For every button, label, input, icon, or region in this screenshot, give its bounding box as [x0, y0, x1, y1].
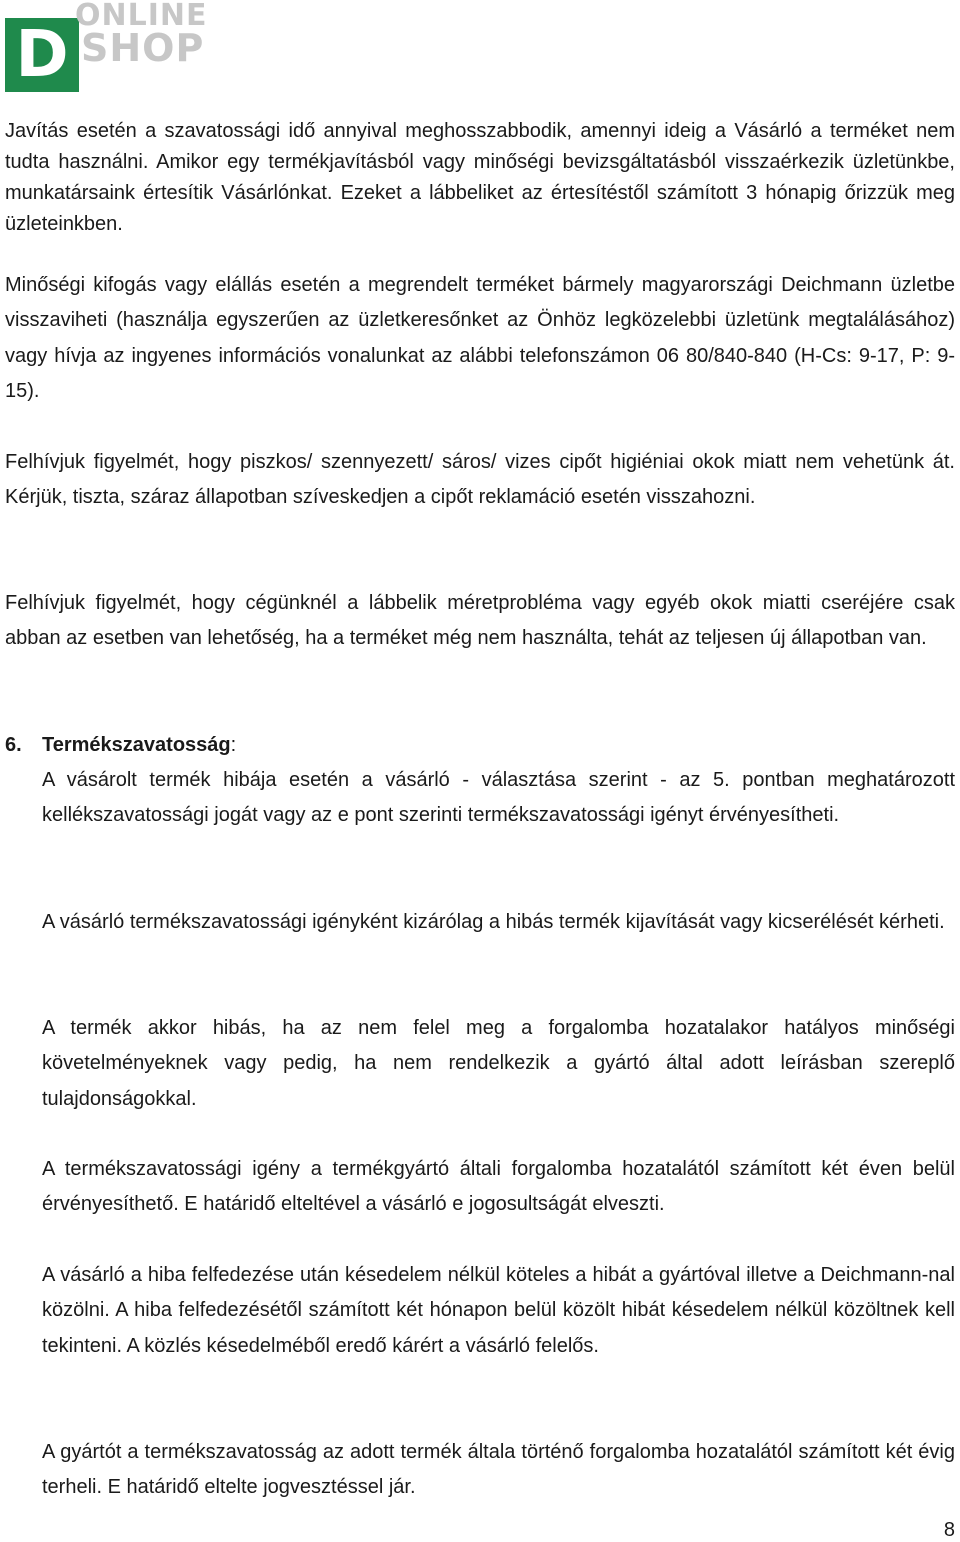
logo-text-shop: SHOP: [81, 26, 205, 70]
section-paragraph: A gyártót a termékszavatosság az adott termék általa történő forgalomba hozatalától számított két évig terheli. E határidő eltelte jogvesztéssel jár.: [42, 1441, 955, 1499]
logo-letter-d: D: [5, 18, 79, 92]
section-paragraph: A vásárló a hiba felfedezése után késedelem nélkül köteles a hibát a gyártóval illetve a Deichmann-nal közölni. A hiba felfedezésétől számított két hónapon belül közölt hibát késedelem nélkül közöltnek kell tekinteni. A közlés késedelméből eredő kárért a vásárló felelős.: [42, 1264, 955, 1357]
section-heading: [5, 728, 236, 763]
section-colon: :: [230, 734, 237, 756]
section-paragraph: A termékszavatossági igény a termékgyártó általi forgalomba hozatalától számított két éven belül érvényesíthető. E határidő elteltével a vásárló e jogosultságát elveszti.: [42, 1158, 955, 1216]
paragraph-repair-warranty: Javítás esetén a szavatossági idő annyival meghosszabbodik, amennyi ideig a Vásárló a terméket nem tudta használni. Amikor egy termékjavításból vagy minőségi bevizsgáltatásból visszaérkezik üzletünkbe, munkatársaink értesítik Vásárlónkat. Ezeket a lábbeliket az értesítéstől számított 3 hónapig őrizzük meg üzleteinkben.: [5, 120, 955, 235]
section-paragraph: A vásárolt termék hibája esetén a vásárló - választása szerint - az 5. pontban meghatározott kellékszavatossági jogát vagy az e pont szerinti termékszavatossági igényt érvényesítheti.: [42, 769, 955, 827]
section-number: 6.: [5, 734, 22, 756]
logo-text-online: ONLINE: [75, 0, 208, 33]
section-title: Termékszavatosság: [42, 734, 231, 756]
page-number: 8: [943, 1519, 955, 1541]
section-paragraph: A vásárló termékszavatossági igényként kizárólag a hibás termék kijavítását vagy kicserélését kérheti.: [42, 911, 945, 933]
paragraph-exchange-notice: Felhívjuk figyelmét, hogy cégünknél a lábbelik méretprobléma vagy egyéb okok miatti cseréjére csak abban az esetben van lehetőség, ha a terméket még nem használta, tehát az teljesen új állapotban van.: [5, 592, 955, 650]
paragraph-complaint-return: Minőségi kifogás vagy elállás esetén a megrendelt terméket bármely magyarországi Deichmann üzletbe visszaviheti (használja egyszerűen az üzletkeresőnket az Önhöz legközelebbi üzletünk megtalálásához) vagy hívja az ingyenes információs vonalunkat az alábbi telefonszámon 06 80/840-840 (H-Cs: 9-17, P: 9-15).: [5, 274, 955, 402]
dshop-logo: [5, 2, 215, 92]
paragraph-dirty-shoes-notice: Felhívjuk figyelmét, hogy piszkos/ szennyezett/ sáros/ vizes cipőt higiéniai okok miatt nem vehetünk át. Kérjük, tiszta, száraz állapotban szíveskedjen a cipőt reklamáció esetén visszahozni.: [5, 451, 955, 509]
section-paragraph: A termék akkor hibás, ha az nem felel meg a forgalomba hozatalakor hatályos minőségi követelményeknek vagy pedig, ha nem rendelkezik a gyártó által adott leírásban szereplő tulajdonságokkal.: [42, 1017, 955, 1110]
